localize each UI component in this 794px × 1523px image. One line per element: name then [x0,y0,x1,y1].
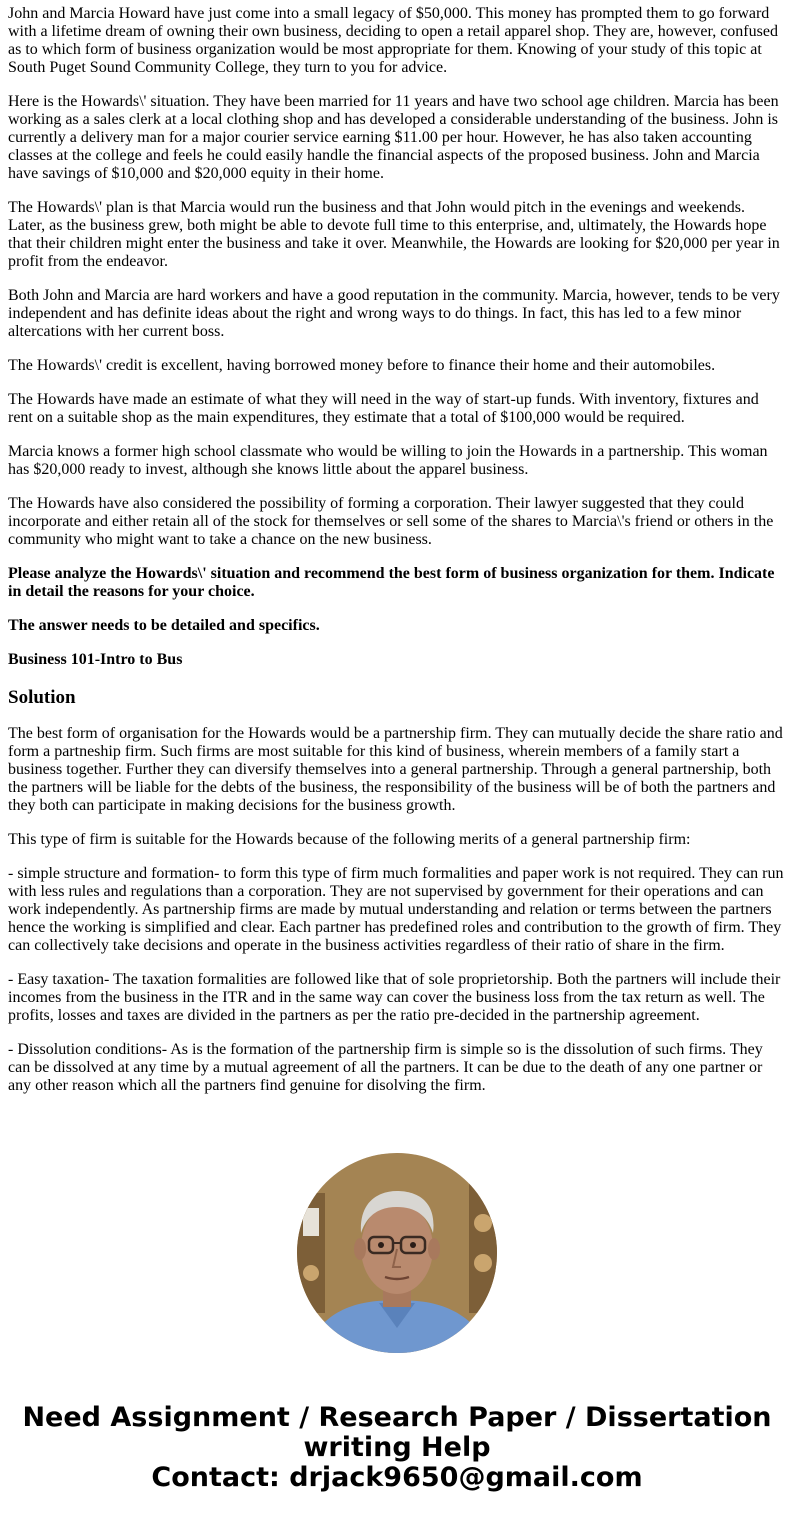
question-paragraph-1: John and Marcia Howard have just come into a small legacy of $50,000. This money has prompted them to go forward with a lifetime dream of owning their own business, deciding to open a retail apparel shop. They are, however, confused as to which form of business organization would be most appropriate for them. Knowing of your study of this topic at South Puget Sound Community College, they turn to you for advice. [8,5,778,76]
question-paragraph-6: The Howards have made an estimate of what they will need in the way of start-up funds. With inventory, fixtures and rent on a suitable shop as the main expenditures, they estimate that a total of $100,000 would be required. [8,391,759,426]
question-paragraph-4: Both John and Marcia are hard workers and have a good reputation in the community. Marcia, however, tends to be very independent and has definite ideas about the right and wrong ways to do things. In fact, this has led to a few minor altercations with her current boss. [8,287,780,340]
article [8,5,786,1111]
solution-paragraph-1: The best form of organisation for the Howards would be a partnership firm. They can mutually decide the share ratio and form a partneship firm. Such firms are most suitable for this kind of business, wherein members of a family start a business together. Further they can diversify themselves into a general partnership. Through a general partnership, both the partners will be liable for the debts of the business, the responsibility of the business will be of both the partners and they both can participate in making decisions for the business growth. [8,725,783,814]
question-paragraph-8: The Howards have also considered the possibility of forming a corporation. Their lawyer suggested that they could incorporate and either retain all of the stock for themselves or sell some of the shares to Marcia\'s friend or others in the community who might want to take a chance on the new business. [8,495,774,548]
solution-paragraph-4: - Easy taxation- The taxation formalities are followed like that of sole proprietorship. Both the partners will include their incomes from the business in the ITR and in the same way can cover the business loss from the tax return as well. The profits, losses and taxes are divided in the partners as per the ratio pre-decided in the partnership agreement. [8,971,781,1024]
question-paragraph-3: The Howards\' plan is that Marcia would run the business and that John would pitch in the evenings and weekends. Later, as the business grew, both might be able to devote full time to this enterprise, and, ultimately, the Howards hope that their children might enter the business and take it over. Meanwhile, the Howards are looking for $20,000 per year in profit from the endeavor. [8,199,780,270]
promo-banner [0,1403,794,1493]
solution-paragraph-5: - Dissolution conditions- As is the formation of the partnership firm is simple so is the dissolution of such firms. They can be dissolved at any time by a mutual agreement of all the partners. It can be due to the death of any one partner or any other reason which all the partners find genuine for disolving the firm. [8,1041,763,1094]
solution-heading: Solution [8,687,76,708]
solution-paragraph-2: This type of firm is suitable for the Howards because of the following merits of a general partnership firm: [8,831,691,848]
question-paragraph-7: Marcia knows a former high school classmate who would be willing to join the Howards in a partnership. This woman has $20,000 ready to invest, although she knows little about the apparel business. [8,443,768,478]
promo-headline: Need Assignment / Research Paper / Dissertation writing Help [22,1402,772,1463]
solution-paragraph-3: - simple structure and formation- to form this type of firm much formalities and paper work is not required. They can run with less rules and regulations than a corporation. They are not supervised by government for their operations and can work independently. As partnership firms are made by mutual understanding and relation or terms between the partners hence the working is simplified and clear. Each partner has predefined roles and contribution to the growth of firm. They can collectively take decisions and operate in the business activities regardless of their ratio of share in the firm. [8,865,784,954]
course-name: Business 101-Intro to Bus [8,651,183,668]
question-paragraph-2: Here is the Howards\' situation. They have been married for 11 years and have two school age children. Marcia has been working as a sales clerk at a local clothing shop and has developed a considerable understanding of the business. John is currently a delivery man for a major courier service earning $11.00 per hour. However, he has also taken accounting classes at the college and feels he could easily handle the financial aspects of the proposed business. John and Marcia have savings of $10,000 and $20,000 equity in their home. [8,93,779,182]
author-photo [297,1153,497,1353]
promo-contact: Contact: drjack9650@gmail.com [151,1462,643,1493]
question-paragraph-5: The Howards\' credit is excellent, having borrowed money before to finance their home and their automobiles. [8,357,716,374]
question-requirement: The answer needs to be detailed and specifics. [8,617,320,634]
question-prompt: Please analyze the Howards\' situation and recommend the best form of business organization for them. Indicate in detail the reasons for your choice. [8,565,775,600]
